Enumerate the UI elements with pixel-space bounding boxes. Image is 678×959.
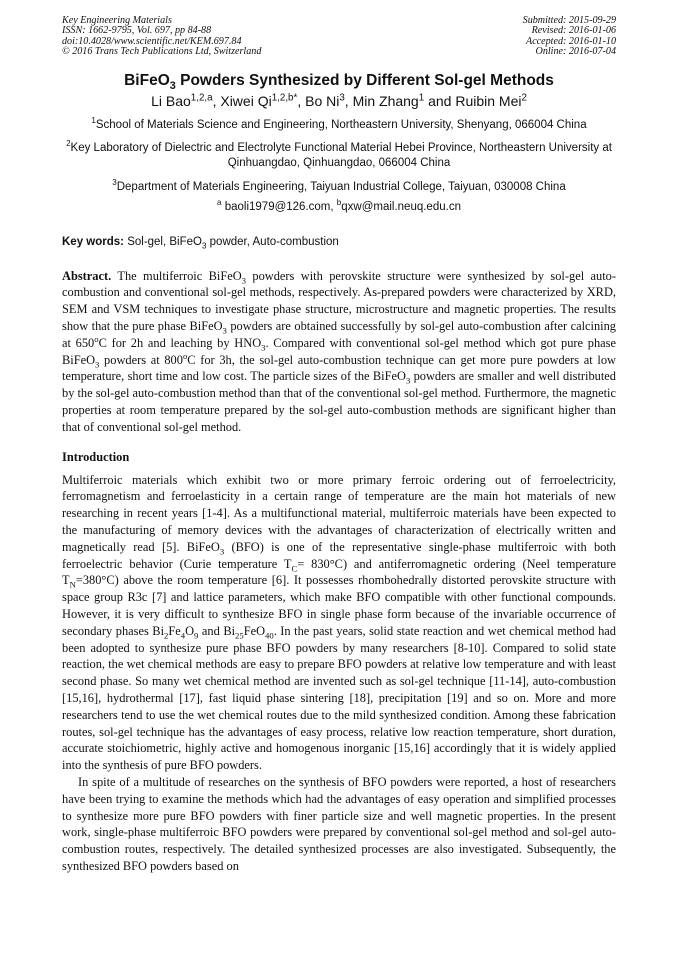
author: Xiwei $Qi^{1,2,b*}$, [220, 91, 306, 109]
subscript: C [291, 563, 298, 574]
affiliation-3: $^3$Department of Materials Engineering, Taiyuan Industrial College, Taiyuan, 030008 China [112, 177, 566, 193]
text-run: Multiferroic materials which exhibit two or more primary ferroic ordering out of ferroelectricity, ferromagnetism and ferroelasticity in a certain range of temperature are the main hot materials of new researching in recent years [1-4]. As a multifunctional material, multiferroic materials have been expected to the manufacturing of memory devices with the advantages of characterization of electrically written and magnetically read [5]. BiFeO [62, 472, 616, 554]
journal-copyright: © 2016 Trans Tech Publications Ltd, Switzerland [62, 46, 262, 58]
paper-title [62, 72, 616, 90]
subscript: 3 [222, 325, 227, 336]
date-accepted: Accepted: 2016-01-10 [526, 35, 616, 47]
date-revised: Revised: 2016-01-06 [531, 25, 616, 37]
superscript: o [94, 333, 99, 344]
subscript: 3 [219, 546, 225, 557]
abstract-label: Abstract. [62, 268, 112, 283]
text-run: The multiferroic BiFeO [111, 268, 242, 283]
title-subscript: 3 [169, 79, 176, 92]
subscript: 9 [194, 630, 199, 641]
text-run: powders with perovskite structure were synthesized by sol-gel auto-combustion and conventional sol-gel methods, respectively. As-prepared powders were characterized by XRD, SEM and VSM techniques to investigate phase structure, microstructure and magnetic properties. The results show that the pure phase BiFeO [62, 268, 616, 334]
subscript: 25 [235, 630, 244, 641]
subscript: 2 [164, 630, 169, 641]
paper-page [62, 16, 616, 875]
subscript: 40 [265, 630, 274, 641]
author-emails: $^a$ baoli1979@126.com, $^b$qxw@mail.neuq.edu.cn [217, 197, 461, 213]
title-text-pre: BiFeO [124, 71, 170, 89]
text-run: powders are smaller and well distributed by the sol-gel auto-combustion method than that of the conventional sol-gel method. Furthermore, the magnetic properties at room temperature prepared by the sol-gel auto-combustion methods are significant higher than that of conventional sol-gel method. [62, 369, 617, 434]
keywords-label: Key words: [62, 235, 124, 248]
text-run: (BFO) is one of the representative single-phase multiferroic with both ferroelectric behavior (Curie temperature T [62, 539, 616, 571]
author-list [62, 93, 616, 109]
affiliation-2: $^2$Key Laboratory of Dielectric and Electrolyte Functional Material Hebei Province, Northeastern University at Qinhuangdao, Qinhuangdao, 066004 China [66, 138, 612, 169]
journal-issn: ISSN: 1662-9795, Vol. 697, pp 84-88 [62, 25, 212, 37]
intro-paragraph-2: In spite of a multitude of researches on the synthesis of BFO powders were reported, a host of researchers have been trying to examine the methods which had the advantages of easy operation and simplified processes to synthesize more pure BFO powders with finer particle size and well magnetic properties. In the present work, single-phase multiferroic BFO powders were prepared by conventional sol-gel method and sol-gel auto-combustion routes, respectively. The detailed synthesized processes are also investigated. Subsequently, the synthesized BFO powders based on [62, 774, 616, 873]
submission-dates [523, 16, 616, 58]
journal-info [62, 16, 261, 58]
journal-header [62, 16, 616, 58]
text-run: powders are obtained successfully by sol-gel auto-combustion after calcining at 650 [62, 319, 617, 350]
date-submitted: Submitted: 2015-09-29 [522, 15, 616, 26]
text-run: powders at 800 [99, 352, 183, 367]
subscript: N [69, 579, 76, 590]
intro-paragraph-1 [62, 472, 616, 774]
superscript: o [182, 350, 188, 361]
text-run: Fe [168, 623, 181, 638]
author: Min Zhang$^1$ and [352, 91, 456, 109]
abstract-text [62, 269, 616, 434]
text-run: . In the past years, solid state reaction and wet chemical method had been adopted to synthesize pure phase BFO powders by many researchers [8-10]. Compared to solid state reaction, the wet chemical methods are easy to prepare BFO powders at relative low temperature and with least second phase. So many wet chemical method are invented such as sol-gel technique [11-14], auto-combustion [15,16], hydrothermal [17], fast liquid phase sintering [18], precipitation [19] and so on. More and more researchers tend to use the wet chemical routes due to the mild synthesized condition. Among these fabrication routes, sol-gel technique has the advantages of easy process, relative low reaction temperature, short duration, accurate stoichiometric, highly active and homogenous inorganic [15,16] accordingly that it is widely applied into the synthesis of pure BFO powders. [62, 623, 617, 773]
text-run: O [185, 623, 195, 638]
text-run: and Bi [198, 623, 236, 638]
journal-name: Key Engineering Materials [62, 15, 172, 26]
keywords: Key words: Sol-gel, BiFeO$_3$ powder, Auto-combustion [62, 235, 339, 250]
text-run: FeO [243, 623, 266, 638]
subscript: 4 [180, 630, 186, 641]
date-online: Online: 2016-07-04 [535, 46, 616, 58]
subscript: 3 [261, 342, 266, 353]
text-run: =380°C) above the room temperature [6]. It possesses rhombohedrally distorted perovskite structure with space group R3c [7] and lattice parameters, which make BFO compatible with other functional compounds. However, it is very difficult to synthesize BFO in single phase form because of the invariable occurrence of secondary phases Bi [62, 573, 616, 638]
abstract [62, 268, 616, 436]
affiliation-1: $^1$School of Materials Science and Engineering, Northeastern University, Shenyang, 066004 China [91, 115, 587, 131]
section-heading-introduction: Introduction [62, 449, 130, 464]
author: Ruibin Mei$^2$ [455, 91, 527, 109]
text-run: = 830°C) and antiferromagnetic ordering (Neel temperature T [62, 556, 616, 588]
subscript: 3 [405, 375, 411, 386]
text-run: C for 2h and leaching by HNO [98, 335, 262, 350]
text-run: C for 3h, the sol-gel auto-combustion technique can get more pure powders at low temperature, short time and low cost. The particle sizes of the BiFeO [62, 352, 617, 384]
text-run: . Compared with conventional sol-gel method which got pure phase BiFeO [62, 335, 616, 367]
email-a: baoli1979@126.com, [221, 200, 337, 213]
title-text-post: Powders Synthesized by Different Sol-gel Methods [175, 71, 554, 89]
journal-doi: doi:10.4028/www.scientific.net/KEM.697.84 [62, 35, 242, 47]
author: Bo Ni$^3$, [305, 91, 353, 109]
subscript: 3 [95, 359, 100, 370]
subscript: 3 [241, 275, 246, 286]
author: Li Bao$^{1,2,a}$, [151, 91, 221, 109]
email-b: qxw@mail.neuq.edu.cn [341, 200, 461, 213]
